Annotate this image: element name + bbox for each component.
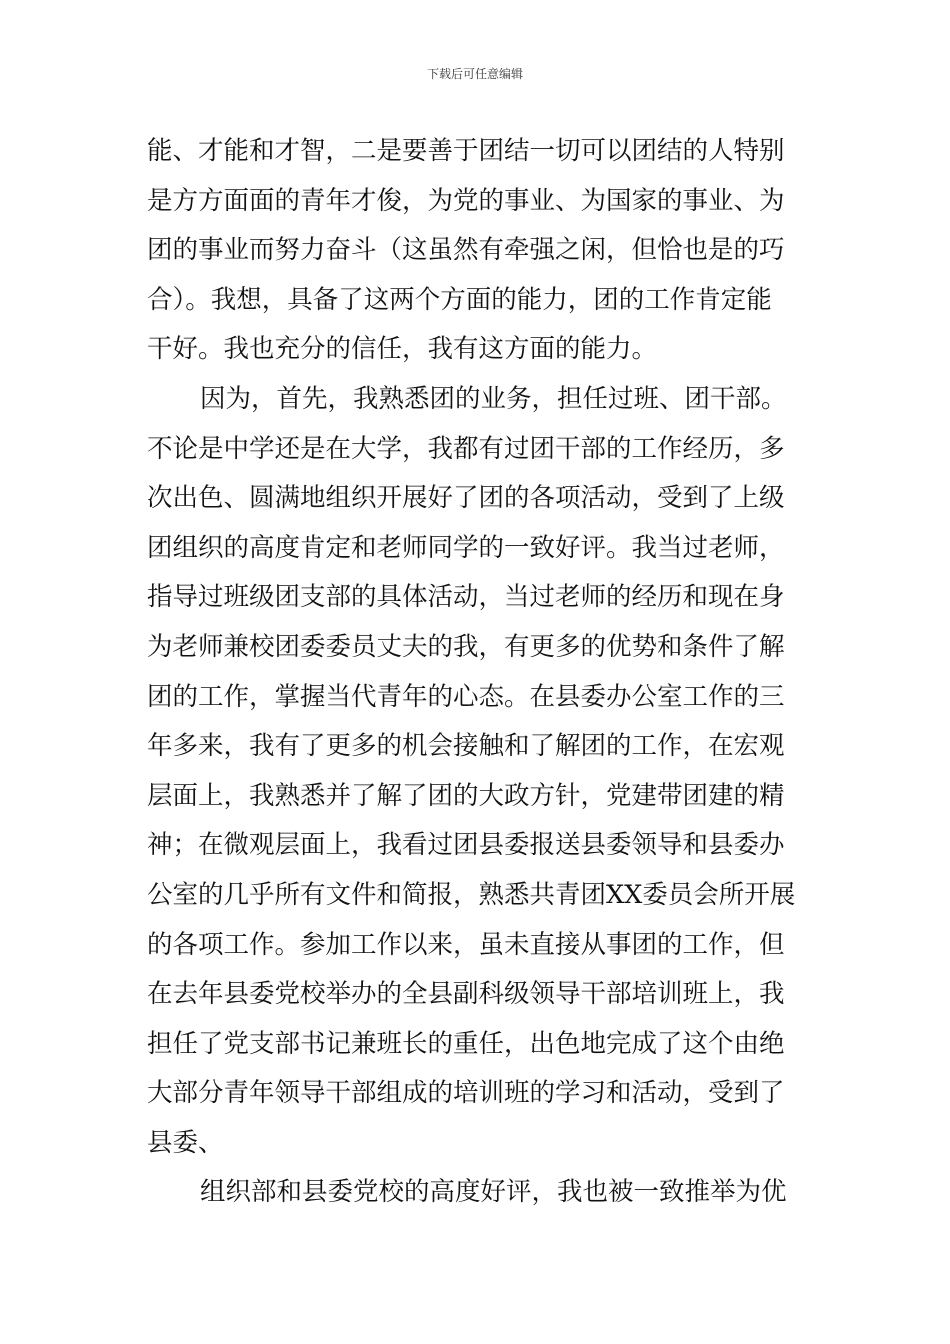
text-line: 年多来，我有了更多的机会接触和了解团的工作，在宏观 bbox=[147, 731, 785, 762]
text-line: 县委、 bbox=[147, 1127, 224, 1158]
paragraph-3 bbox=[147, 1168, 807, 1218]
text-line: 干好。我也充分的信任，我有这方面的能力。 bbox=[147, 334, 658, 365]
text-line: 团的事业而努力奋斗（这虽然有牵强之闲，但恰也是的巧 bbox=[147, 235, 785, 266]
text-line: 为老师兼校团委委员丈夫的我，有更多的优势和条件了解 bbox=[147, 631, 785, 662]
page-header: 下载后可任意编辑 bbox=[426, 67, 523, 81]
text-line: 层面上，我熟悉并了解了团的大政方针，党建带团建的精 bbox=[147, 780, 785, 811]
text-line: 团组织的高度肯定和老师同学的一致好评。我当过老师， bbox=[147, 532, 785, 563]
paragraph-2 bbox=[147, 375, 807, 1169]
document-body bbox=[147, 127, 807, 1218]
text-line: 在去年县委党校举办的全县副科级领导干部培训班上，我 bbox=[147, 979, 785, 1010]
text-line: 组织部和县委党校的高度好评，我也被一致推举为优 bbox=[200, 1177, 787, 1208]
text-line: 指导过班级团支部的具体活动，当过老师的经历和现在身 bbox=[147, 582, 785, 613]
text-line: 的各项工作。参加工作以来，虽未直接从事团的工作，但 bbox=[147, 929, 785, 960]
text-line: 不论是中学还是在大学，我都有过团干部的工作经历，多 bbox=[147, 433, 785, 464]
paragraph-1 bbox=[147, 127, 807, 375]
text-line: 能、才能和才智，二是要善于团结一切可以团结的人特别 bbox=[147, 136, 785, 166]
text-line: 团的工作，掌握当代青年的心态。在县委办公室工作的三 bbox=[147, 681, 785, 712]
text-line: 大部分青年领导干部组成的培训班的学习和活动，受到了 bbox=[147, 1078, 785, 1109]
text-line: 神；在微观层面上，我看过团县委报送县委领导和县委办 bbox=[147, 830, 785, 861]
text-line: 合）。我想，具备了这两个方面的能力，团的工作肯定能 bbox=[147, 284, 772, 315]
text-line: 因为，首先，我熟悉团的业务，担任过班、团干部。 bbox=[200, 383, 787, 414]
text-line: 公室的几乎所有文件和简报，熟悉共青团XX委员会所开展 bbox=[147, 879, 796, 910]
text-line: 是方方面面的青年才俊，为党的事业、为国家的事业、为 bbox=[147, 185, 785, 216]
text-line: 次出色、圆满地组织开展好了团的各项活动，受到了上级 bbox=[147, 483, 785, 514]
text-line: 担任了党支部书记兼班长的重任，出色地完成了这个由绝 bbox=[147, 1028, 785, 1059]
